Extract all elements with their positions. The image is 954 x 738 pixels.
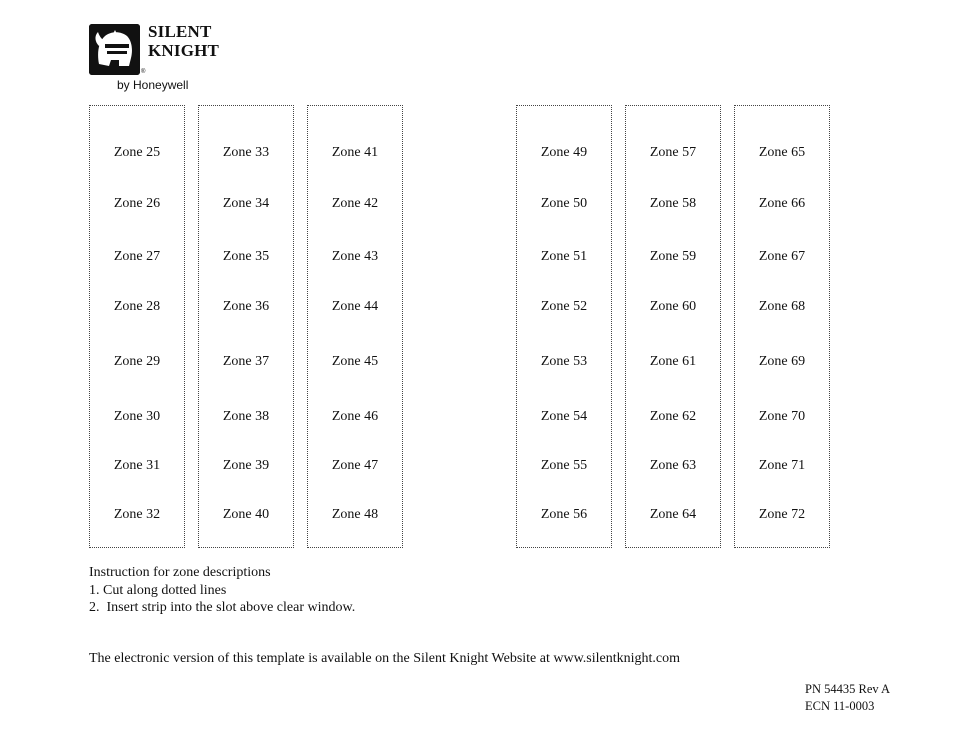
zone-label: Zone 32 — [113, 507, 161, 522]
zone-label: Zone 25 — [113, 145, 161, 160]
zone-label: Zone 43 — [331, 249, 379, 264]
zone-label: Zone 51 — [540, 249, 588, 264]
zone-label: Zone 45 — [331, 354, 379, 369]
zone-label: Zone 37 — [222, 354, 270, 369]
zone-strip — [734, 105, 830, 548]
registered-mark: ® — [141, 69, 146, 75]
zone-label: Zone 70 — [758, 409, 806, 424]
zone-label: Zone 62 — [649, 409, 697, 424]
ecn-number: ECN 11-0003 — [805, 699, 875, 713]
logo-wordmark-line2: KNIGHT — [148, 41, 220, 60]
zone-label: Zone 64 — [649, 507, 697, 522]
zone-label: Zone 39 — [222, 458, 270, 473]
zone-label: Zone 72 — [758, 507, 806, 522]
zone-label: Zone 27 — [113, 249, 161, 264]
zone-label: Zone 46 — [331, 409, 379, 424]
zone-label: Zone 53 — [540, 354, 588, 369]
zone-label: Zone 28 — [113, 299, 161, 314]
instruction-step-1: 1. Cut along dotted lines — [89, 582, 227, 598]
zone-label: Zone 59 — [649, 249, 697, 264]
logo-byline: by Honeywell — [117, 78, 189, 92]
zone-label: Zone 60 — [649, 299, 697, 314]
zone-strip — [198, 105, 294, 548]
zone-label: Zone 33 — [222, 145, 270, 160]
zone-label: Zone 50 — [540, 196, 588, 211]
part-number-block — [805, 681, 890, 715]
zone-label: Zone 55 — [540, 458, 588, 473]
zone-label: Zone 29 — [113, 354, 161, 369]
zone-label: Zone 48 — [331, 507, 379, 522]
zone-label: Zone 58 — [649, 196, 697, 211]
zone-strip — [307, 105, 403, 548]
zone-label: Zone 47 — [331, 458, 379, 473]
zone-label: Zone 65 — [758, 145, 806, 160]
zone-strip — [89, 105, 185, 548]
knight-helmet-icon — [89, 24, 140, 75]
zone-label: Zone 38 — [222, 409, 270, 424]
zone-label: Zone 26 — [113, 196, 161, 211]
zone-label: Zone 56 — [540, 507, 588, 522]
zone-label: Zone 30 — [113, 409, 161, 424]
zone-label: Zone 41 — [331, 145, 379, 160]
logo-wordmark-line1: SILENT — [148, 22, 212, 41]
zone-label: Zone 57 — [649, 145, 697, 160]
zone-label: Zone 31 — [113, 458, 161, 473]
zone-label: Zone 42 — [331, 196, 379, 211]
zone-strip — [516, 105, 612, 548]
zone-label: Zone 66 — [758, 196, 806, 211]
zone-label: Zone 40 — [222, 507, 270, 522]
zone-label: Zone 35 — [222, 249, 270, 264]
zone-label: Zone 69 — [758, 354, 806, 369]
zone-label: Zone 52 — [540, 299, 588, 314]
instruction-step-2: 2. Insert strip into the slot above clear window. — [89, 600, 356, 615]
instructions — [89, 564, 355, 617]
part-number: PN 54435 Rev A — [805, 682, 891, 696]
zone-label: Zone 63 — [649, 458, 697, 473]
website-note: The electronic version of this template is available on the Silent Knight Website at www.silentknight.com — [89, 651, 681, 666]
zone-label: Zone 68 — [758, 299, 806, 314]
zone-strip — [625, 105, 721, 548]
zone-label: Zone 61 — [649, 354, 697, 369]
zone-label: Zone 54 — [540, 409, 588, 424]
zone-label: Zone 34 — [222, 196, 270, 211]
instructions-heading: Instruction for zone descriptions — [89, 565, 271, 580]
zone-label: Zone 44 — [331, 299, 379, 314]
zone-label: Zone 67 — [758, 249, 806, 264]
zone-label: Zone 49 — [540, 145, 588, 160]
zone-label: Zone 71 — [758, 458, 806, 473]
zone-label: Zone 36 — [222, 299, 270, 314]
